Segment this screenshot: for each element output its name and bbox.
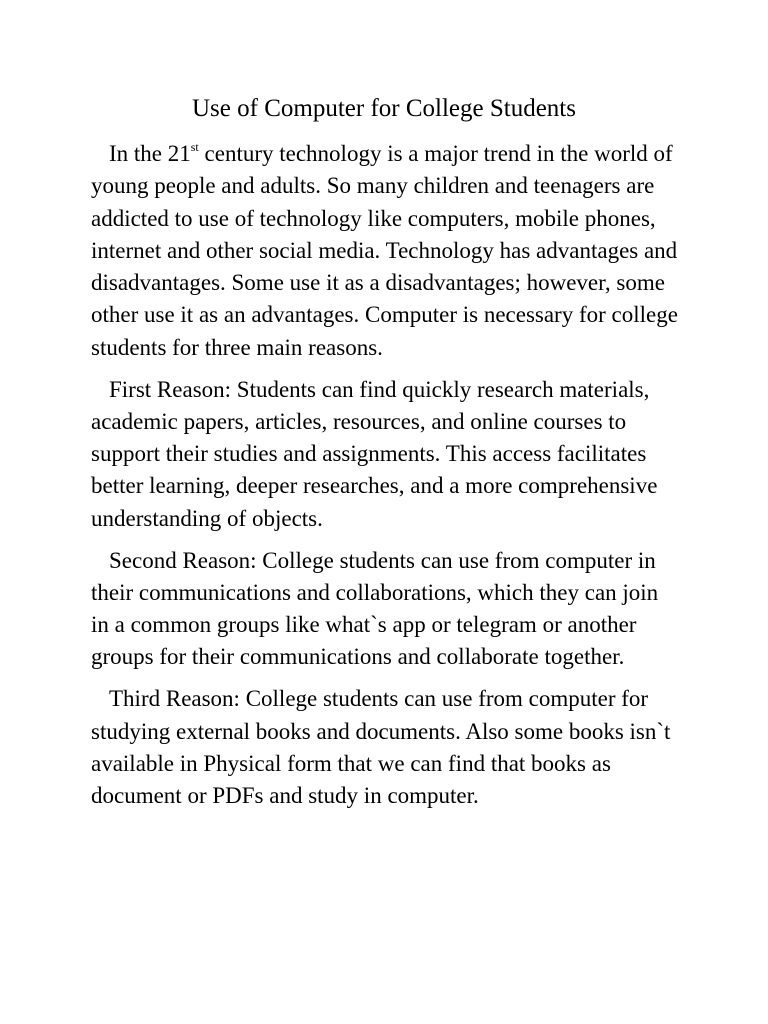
ordinal-superscript: st	[190, 140, 199, 154]
first-reason-paragraph: First Reason: Students can find quickly research materials, academic papers, articles, resources, and online courses to support their studies and assignments. This access facilitates better learning, deeper researches, and a more comprehensive understanding of objects.	[91, 376, 658, 531]
intro-paragraph	[91, 138, 681, 364]
intro-text-start: In the 21	[109, 141, 191, 166]
third-reason-paragraph: Third Reason: College students can use from computer for studying external books and documents. Also some books isn`t available in Physical form that we can find that books as document or PDFs and study in computer.	[91, 686, 671, 809]
document-body	[91, 138, 681, 822]
intro-text-rest: century technology is a major trend in the world of young people and adults. So many children and teenagers are addicted to use of technology like computers, mobile phones, internet and other social media. Technology has advantages and disadvantages. Some use it as a disadvantages; however, some other use it as an advantages. Computer is necessary for college students for three main reasons.	[91, 141, 678, 360]
second-reason-paragraph: Second Reason: College students can use from computer in their communications and collaborations, which they can join in a common groups like what`s app or telegram or another groups for their communications and collaborate together.	[91, 547, 659, 670]
document-title: Use of Computer for College Students	[192, 95, 576, 122]
